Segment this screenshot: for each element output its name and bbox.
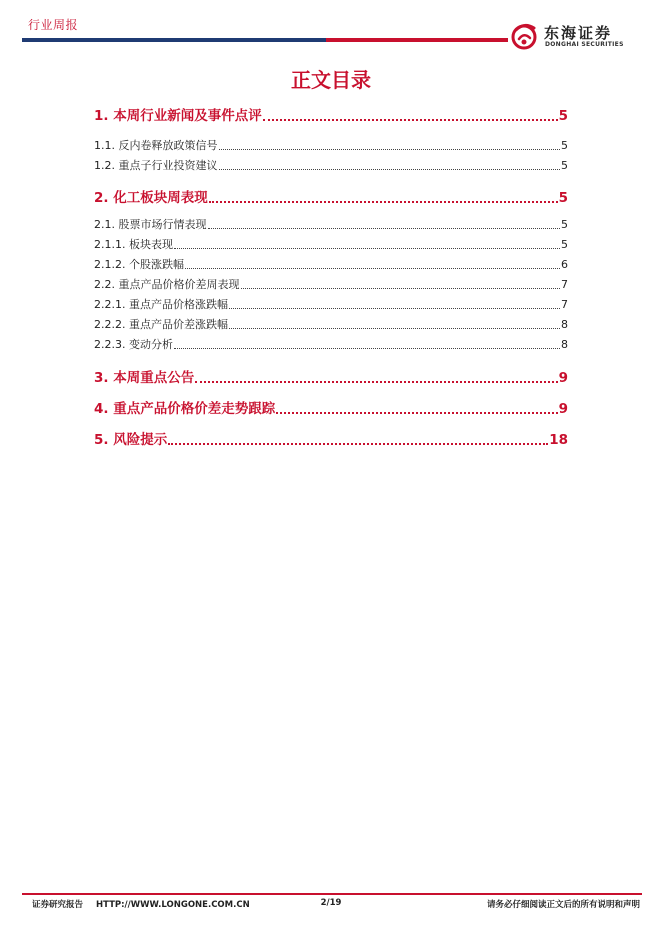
toc-leader-dots [263,119,558,121]
footer-website-link[interactable]: HTTP://WWW.LONGONE.COM.CN [95,900,250,910]
toc-entry-label: 2.1. 股票市场行情表现 [94,218,207,231]
footer-disclaimer: 请务必仔细阅读正文后的所有说明和声明 [486,900,640,910]
footer-divider [22,893,642,895]
toc-entry-label: 2.2.2. 重点产品价差涨跌幅 [94,318,228,331]
toc-entry-label: 1.1. 反内卷释放政策信号 [94,139,218,152]
toc-leader-dots [185,268,560,269]
toc-entry-2-2-3[interactable] [94,336,568,352]
footer-page-number: 2/19 [320,898,342,908]
footer-report-type: 证券研究报告 [32,900,84,910]
toc-entry-page: 7 [561,298,568,311]
toc-entry-page: 5 [561,218,568,231]
toc-entry-page: 8 [561,338,568,351]
toc-entry-page: 9 [558,401,568,417]
toc-leader-dots [276,412,557,414]
toc-entry-3[interactable] [94,366,568,386]
toc-entry-page: 5 [558,190,568,206]
toc-entry-2-2[interactable] [94,276,568,292]
toc-entry-page: 18 [549,432,568,448]
header-divider-blue [22,38,340,42]
toc-entry-page: 5 [558,108,568,124]
toc-entry-label: 1.2. 重点子行业投资建议 [94,159,218,172]
toc-leader-dots [229,328,560,329]
toc-entry-label: 2.2. 重点产品价格价差周表现 [94,278,240,291]
toc-entry-2-2-2[interactable] [94,316,568,332]
toc-leader-dots [209,201,558,203]
toc-entry-page: 6 [561,258,568,271]
toc-entry-label: 4. 重点产品价格价差走势跟踪 [94,401,276,417]
toc-leader-dots [219,169,561,170]
toc-entry-2-1[interactable] [94,216,568,232]
toc-entry-page: 8 [561,318,568,331]
toc-entry-1-1[interactable] [94,137,568,153]
toc-entry-page: 5 [561,139,568,152]
toc-entry-page: 7 [561,278,568,291]
toc-entry-label: 2.2.1. 重点产品价格涨跌幅 [94,298,228,311]
logo-english-name: DONGHAI SECURITIES [545,41,624,48]
toc-leader-dots [208,228,561,229]
toc-leader-dots [174,348,560,349]
toc-title: 正文目录 [291,68,371,92]
toc-entry-4[interactable] [94,397,568,417]
toc-entry-5[interactable] [94,428,568,448]
toc-leader-dots [229,308,560,309]
toc-entry-2-1-2[interactable] [94,256,568,272]
toc-leader-dots [195,381,557,383]
toc-leader-dots [241,288,561,289]
toc-leader-dots [174,248,560,249]
toc-entry-label: 2. 化工板块周表现 [94,190,208,206]
toc-entry-page: 9 [558,370,568,386]
company-logo [508,20,642,54]
toc-entry-label: 1. 本周行业新闻及事件点评 [94,108,262,124]
toc-leader-dots [168,443,548,445]
logo-chinese-name: 东海证券 [544,24,613,42]
toc-entry-label: 2.1.1. 板块表现 [94,238,173,251]
toc-entry-2-1-1[interactable] [94,236,568,252]
toc-entry-2-2-1[interactable] [94,296,568,312]
toc-entry-page: 5 [561,159,568,172]
toc-entry-label: 2.2.3. 变动分析 [94,338,173,351]
toc-leader-dots [219,149,561,150]
donghai-logo-icon [508,20,540,52]
toc-entry-page: 5 [561,238,568,251]
toc-entry-1[interactable] [94,104,568,124]
toc-entry-label: 2.1.2. 个股涨跌幅 [94,258,184,271]
report-type-tag: 行业周报 [28,18,79,32]
toc-entry-label: 3. 本周重点公告 [94,370,195,386]
toc-entry-1-2[interactable] [94,157,568,173]
toc-entry-2[interactable] [94,186,568,206]
toc-entry-label: 5. 风险提示 [94,432,168,448]
